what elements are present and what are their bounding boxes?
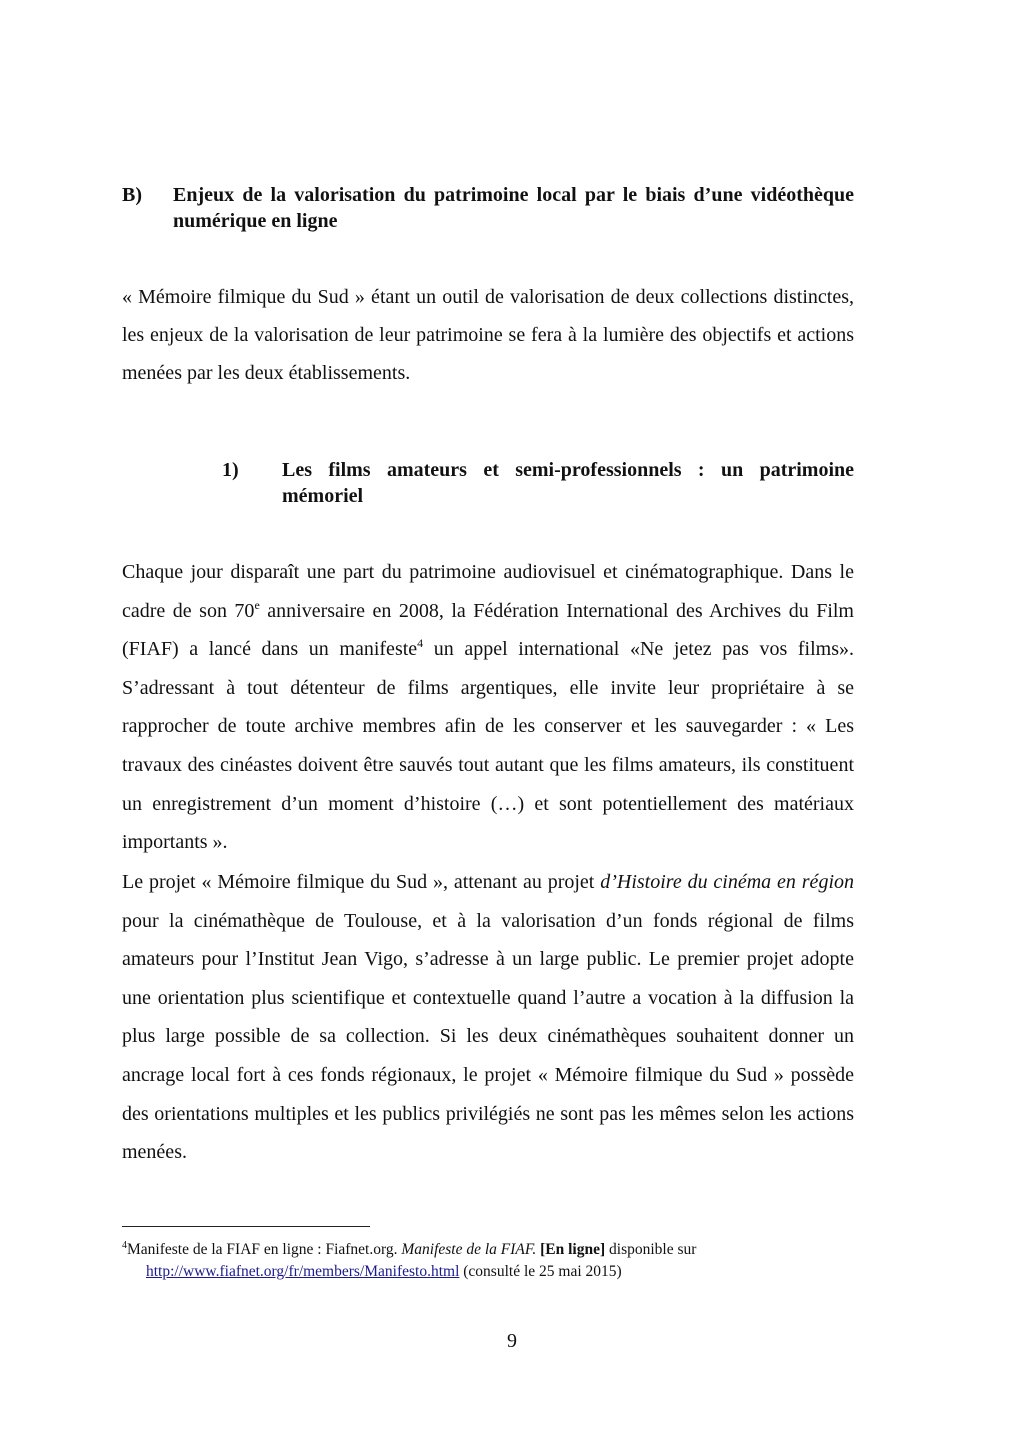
bold-label: [En ligne] bbox=[540, 1241, 606, 1258]
subsection-heading-1 bbox=[222, 457, 854, 509]
text-span: pour la cinémathèque de Toulouse, et à la valorisation d’un fonds régional de films amateurs pour l’Institut Jean Vigo, s’adresse à un large public. Le premier projet adopte une orientation plus scientifique et contextuelle quand l’autre a vocation à la diffusion la plus large possible de sa collection. Si les deux cinémathèques souhaitent donner un ancrage local fort à ces fonds régionaux, le projet « Mémoire filmique du Sud » possède des orientations multiples et les publics privilégiés ne sont pas les mêmes selon les actions menées. bbox=[122, 909, 854, 1164]
subsection-title: Les films amateurs et semi-professionnels : un patrimoine mémoriel bbox=[282, 459, 854, 507]
footnote-number: 4 bbox=[122, 1240, 127, 1251]
text-span: Manifeste de la FIAF en ligne : Fiafnet.org. bbox=[127, 1241, 402, 1258]
superscript-ordinal: e bbox=[254, 597, 260, 612]
section-label: B) bbox=[122, 184, 142, 206]
body-paragraph bbox=[122, 863, 854, 1172]
footnote-link[interactable]: http://www.fiafnet.org/fr/members/Manifesto.html bbox=[146, 1263, 460, 1280]
footnote-reference[interactable]: 4 bbox=[417, 636, 424, 651]
footnote-separator bbox=[122, 1226, 370, 1227]
italic-title: d’Histoire du cinéma en région bbox=[600, 871, 854, 893]
text-span: Le projet « Mémoire filmique du Sud », attenant au projet bbox=[122, 871, 601, 893]
text-span: anniversaire en 2008, la Fédération International des Archives du Film (FIAF) a lancé dans un manifeste bbox=[122, 599, 854, 661]
text-span: Chaque jour disparaît une part du patrimoine audiovisuel et cinématographique. Dans le cadre de son 70 bbox=[122, 561, 854, 622]
footnote-line bbox=[122, 1261, 822, 1283]
section-heading-b bbox=[122, 182, 854, 234]
text-span: un appel international «Ne jetez pas vos films». S’adressant à tout détenteur de films argentiques, elle invite leur propriétaire à se rapprocher de toute archive membres afin de les conserver et les sauvegarder : « Les travaux des cinéastes doivent être sauvés tout autant que les films amateurs, ils constituent un enregistrement d’un moment d’histoire (…) et sont potentiellement des matériaux importants ». bbox=[122, 638, 854, 854]
italic-title: Manifeste de la FIAF. bbox=[401, 1241, 537, 1258]
text-span: disponible sur bbox=[605, 1241, 697, 1258]
footnote-line bbox=[122, 1239, 822, 1261]
subsection-label: 1) bbox=[222, 459, 239, 481]
text-span: (consulté le 25 mai 2015) bbox=[459, 1263, 622, 1280]
section-title: Enjeux de la valorisation du patrimoine local par le biais d’une vidéothèque numérique en ligne bbox=[173, 184, 854, 232]
body-paragraph bbox=[122, 553, 854, 862]
page-number: 9 bbox=[507, 1330, 517, 1352]
footnote bbox=[122, 1239, 822, 1283]
intro-paragraph: « Mémoire filmique du Sud » étant un outil de valorisation de deux collections distinctes, les enjeux de la valorisation de leur patrimoine se fera à la lumière des objectifs et actions menées par les deux établissements. bbox=[122, 286, 854, 384]
